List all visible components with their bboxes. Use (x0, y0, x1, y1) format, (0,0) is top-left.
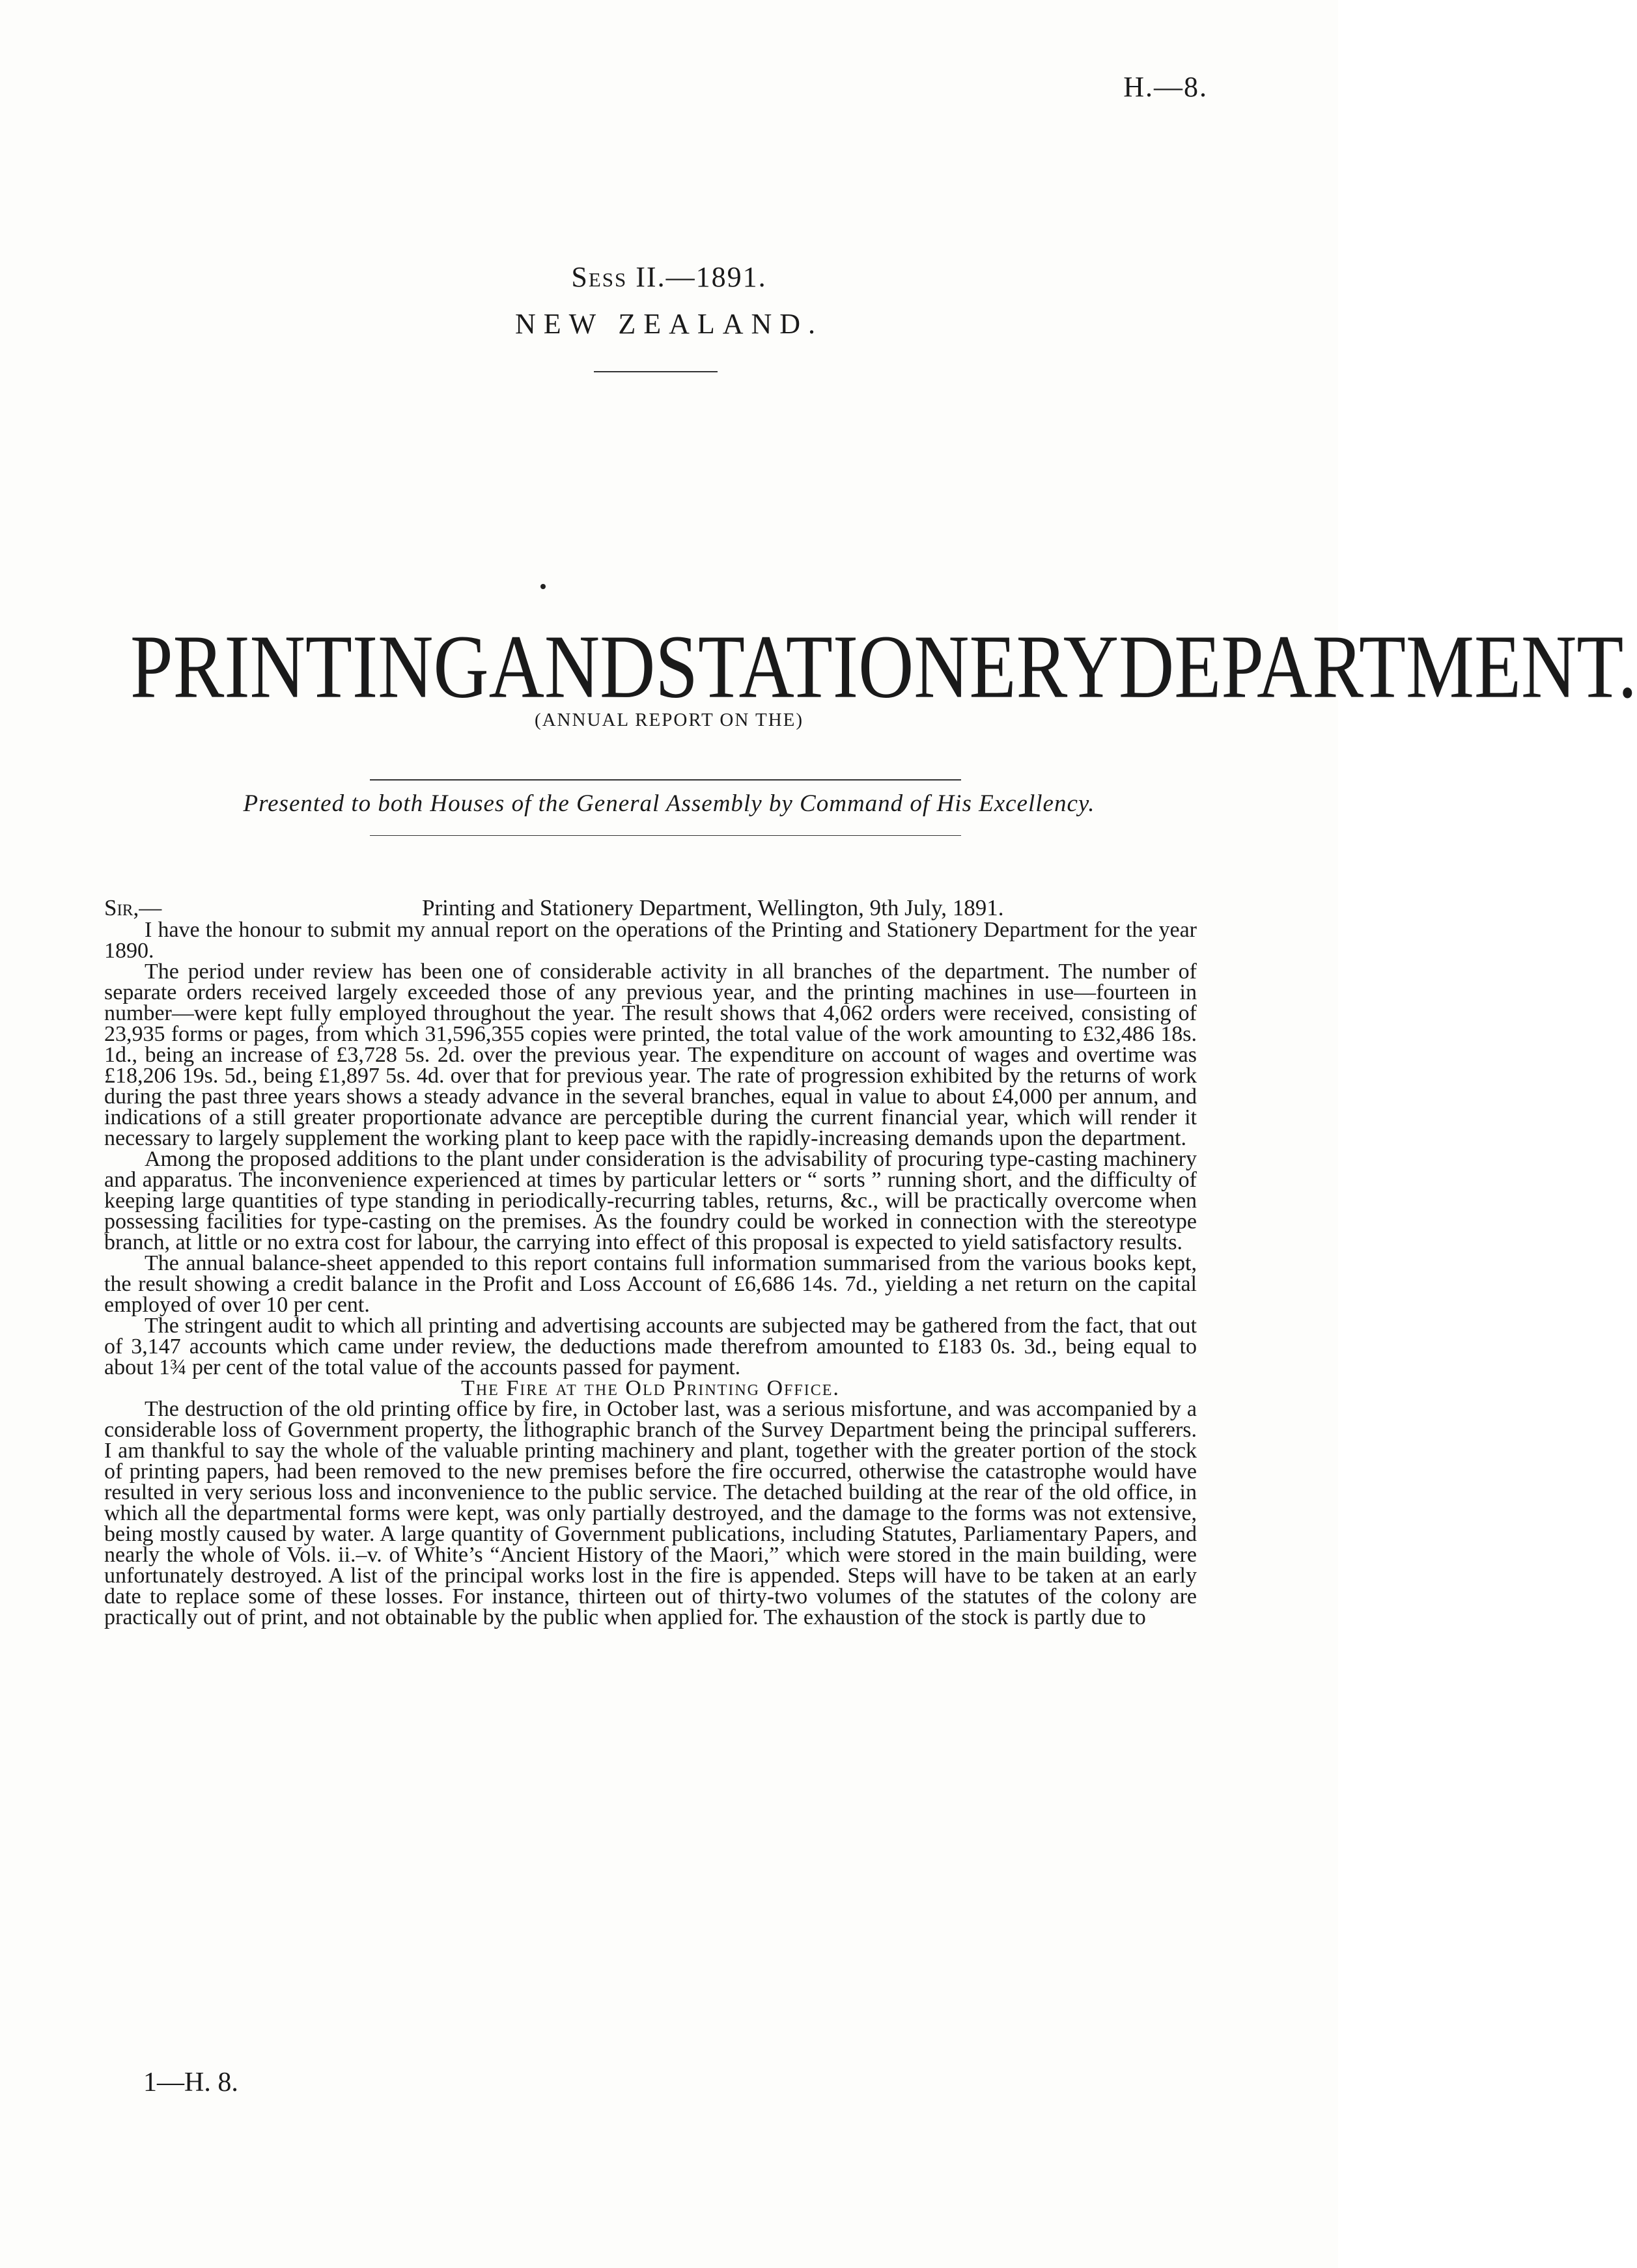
page-signature: 1—H. 8. (143, 2067, 238, 2097)
paragraph: The stringent audit to which all printing and advertising accounts are subjected may be gathered from the fact, that out of 3,147 accounts which came under review, the deductions made therefrom amounted to £183 0s. 3d., being equal to about 1¾ per cent of the total value of the accounts passed for payment. (104, 1314, 1197, 1379)
paragraph: I have the honour to submit my annual report on the operations of the Printing and Stationery Department for the year 1890. (104, 918, 1197, 963)
title-word: AND (488, 616, 656, 717)
dateline: Printing and Stationery Department, Wellington, 9th July, 1891. (422, 895, 1004, 920)
paragraph: The destruction of the old printing office by fire, in October last, was a serious misfortune, and was accompanied by a considerable loss of Government property, the lithographic branch of the Survey Department being the principal sufferers. I am thankful to say the whole of the valuable printing machinery and plant, together with the greater portion of the stock of printing papers, had been removed to the new premises before the fire occurred, otherwise the catastrophe would have resulted in very serious loss and inconvenience to the public service. The detached building at the rear of the old office, in which all the departmental forms were kept, was only partially destroyed, and the damage to the forms was not extensive, being mostly caused by water. A large quantity of Government publications, including Statutes, Parliamentary Papers, and nearly the whole of Vols. ii.–v. of White’s “Ancient History of the Maori,” which were stored in the main building, were unfortunately destroyed. A list of the principal works lost in the fire is appended. Steps will have to be taken at an early date to replace some of these losses. For instance, thirteen out of thirty-two volumes of the statutes of the colony are practically out of print, and not obtainable by the public when applied for. The exhaustion of the stock is partly due to (104, 1397, 1197, 1629)
paragraph: The period under review has been one of considerable activity in all branches of the department. The number of separate orders received largely exceeded those of any previous year, and the printing machines in use—fourteen in number—were kept fully employed throughout the year. The result shows that 4,062 orders were received, consisting of 23,935 forms or pages, from which 31,596,355 copies were printed, the total value of the work amounting to £32,486 18s. 1d., being an increase of £3,728 5s. 2d. over the previous year. The expenditure on account of wages and overtime was £18,206 19s. 5d., being £1,897 5s. 4d. over that for previous year. The rate of progression exhibited by the returns of work during the past three years shows a steady advance in the several branches, equal in value to about £4,000 per annum, and indications of a still greater proportionate advance are perceptible during the current financial year, which will render it necessary to largely supplement the working plant to keep pace with the rapidly-increasing demands upon the department. (104, 960, 1197, 1150)
salutation: Sir,— (104, 895, 162, 920)
title-word: PRINTING (130, 616, 489, 717)
letter-head (104, 897, 1211, 919)
session-line (0, 260, 1338, 294)
section-heading: The Fire at the Old Printing Office. (461, 1376, 840, 1400)
session-word: Sess (571, 261, 628, 293)
report-body (104, 920, 1197, 1628)
presented-bottom-rule (370, 835, 961, 836)
subtitle: (ANNUAL REPORT ON THE) (534, 710, 804, 730)
main-title (130, 616, 1637, 717)
title-word: DEPARTMENT. (1119, 616, 1637, 717)
header-rule (594, 371, 718, 372)
title-word: STATIONERY (655, 616, 1119, 717)
presented-top-rule (370, 779, 961, 781)
country-heading: NEW ZEALAND. (514, 308, 824, 340)
paragraph: Among the proposed additions to the plant under consideration is the advisability of procuring type-casting machinery and apparatus. The inconvenience experienced at times by particular letters or “ sorts ” running short, and the difficulty of keeping large quantities of type standing in periodically-recurring tables, returns, &c., will be practically overcome when possessing facilities for type-casting on the premises. As the foundry could be worked in connection with the stereotype branch, at little or no extra cost for labour, the carrying into effect of this proposal is expected to yield satisfactory results. (104, 1147, 1197, 1254)
ornament-dot (540, 584, 546, 589)
paragraph: The annual balance-sheet appended to this report contains full information summarised from the various books kept, the result showing a credit balance in the Profit and Loss Account of £6,686 14s. 7d., yielding a net return on the capital employed of over 10 per cent. (104, 1251, 1197, 1317)
session-year: II.—1891. (627, 261, 767, 293)
document-number: H.—8. (1123, 71, 1208, 103)
presented-line: Presented to both Houses of the General Assembly by Command of His Excellency. (243, 790, 1095, 817)
